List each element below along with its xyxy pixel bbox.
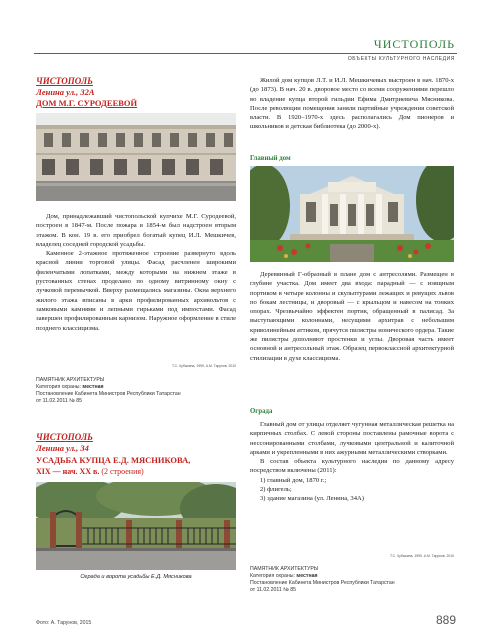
list-item: 3) здание магазина (ул. Ленина, 34А) [260,495,364,503]
fence-paragraph: В состав объекта культурного наследия по данному адресу посредством включены (2011): [250,458,454,475]
decree-number: от 11.02.2011 № 85 [250,587,296,593]
fence-paragraph: Главный дом от улицы отделяет чугунная металлическая решетка на кирпичных столбах. С левой стороны поставлены рамочные ворота с нессонированными столбами, лучковыми центральной и калиточной арками и укрепленными в них ажурными металлическими створками. [250,421,454,456]
page-number: 889 [435,613,456,627]
list-item: 2) флигель; [260,486,292,494]
fence-photo-caption: Ограда и ворота усадьбы Е.Д. Мясникова [80,574,192,580]
intro-paragraph: Жилой дом купцов Л.Т. и И.Л. Мешкичевых выстроен в нач. 1870-х (до 1873). В нач. 20 в. дворовое место со всеми сооружениями перешло во владение купца второй гильдии Ефима Дмитриевича Мясникова. После революции помещения заняли партийные учреждения советской власти. В 1920–1970-х здесь располагались Дом пионеров и школьников и детская библиотека (до 2000-х). [250,77,454,131]
decree-number: от 11.02.2011 № 85 [36,398,82,404]
main-house-photo [250,166,454,262]
components-list [250,476,454,504]
running-header-title: ЧИСТОПОЛЬ [373,37,455,51]
heritage-type: ПАМЯТНИК АРХИТЕКТУРЫ [36,377,105,383]
subhead-fence: Ограда [250,408,273,415]
right-heritage-info [250,566,454,594]
fence-gate-photo [36,482,236,570]
footer-photo-note: Фото: А. Тарунов, 2015 [36,620,92,626]
protection-category: Категория охраны: местная [36,384,104,390]
running-header-subtitle: ОБЪЕКТЫ КУЛЬТУРНОГО НАСЛЕДИЯ [347,56,455,62]
section2-city: ЧИСТОПОЛЬ [36,432,93,442]
list-item: 1) главный дом, 1870 г.; [260,476,327,484]
decree-text: Постановление Кабинета Министров Республики Татарстан [36,391,181,397]
section1-title: ДОМ М.Г. СУРОДЕЕВОЙ [36,98,138,108]
section1-paragraph: Дом, принадлежавший чистопольской купчихе М.Г. Суродеевой, построен в 1847-м. После пожара в 1854-м был надстроен вторым этажом. В кон. 19 в. его приобрел богатый купец И.Л. Мешкичев, владелец соседней городской усадьбы. [36,213,236,248]
surodeeva-house-photo [36,113,236,201]
right-intro [250,76,454,132]
section1-paragraph: Каменное 2-этажное протяженное строение развернуто вдоль красной линии торговой улицы. Фасад расчленен широкими филенчатыми лопатками, между которыми на нижнем этаже в рустованных стенах проделано по одному витринному окну с лучковой перемычкой. Вверху размещались магазины. Окна верхнего жилого этажа вписаны в арки профилированных архивольтов с замковыми камнями и лепными гирьками под импостами. Фасад завершен профилированным карнизом. Наружное оформление в стиле позднего классицизма. [36,250,236,332]
section2-title: УСАДЬБА КУПЦА Е.Д. МЯСНИКОВА, [36,455,191,465]
section1-body [36,212,236,333]
section1-street: Ленина ул., 32А [36,87,95,97]
section1-heritage-info [36,377,236,405]
decree-text: Постановление Кабинета Министров Республики Татарстан [250,580,395,586]
section1-photo-credit: Т.С. Чубыкина, 1999, А.М. Тарунов, 2010 [171,364,236,368]
section1-city: ЧИСТОПОЛЬ [36,76,93,86]
section2-date: XIX — нач. XX в. (2 строения) [36,467,144,476]
heritage-type: ПАМЯТНИК АРХИТЕКТУРЫ [250,566,319,572]
main-house-body [250,270,454,363]
header-rule [34,53,457,54]
protection-category: Категория охраны: местная [250,573,318,579]
section2-street: Ленина ул., 34 [36,443,89,453]
subhead-main-house: Главный дом [250,155,291,162]
main-house-paragraph: Деревянный Г-образный в плане дом с антресолями. Размещен в глубине участка. Дом имеет два входа: парадный — с изящным портиком в четыре колонны и скульптурами лежащих и ревущих львов по бокам лестницы, и дворовый — с крыльцом и навесом на тонких опорах. Чрезвычайно эффектен портик, обращенный в палисад. За выступающими колоннами, несущими архитрав с небольшим криволинейным аттиком, прячутся пилястры ионического ордера. Такие же пилястры дополняют простенки и углы. Дворовая часть имеет основной и антресольный этаж. Образец первоклассной архитектурной стилизации в духе классицизма. [250,271,454,362]
right-photo-credit: Т.С. Чубыкина, 1999, А.М. Тарунов, 2010 [389,554,454,558]
fence-body [250,420,454,504]
